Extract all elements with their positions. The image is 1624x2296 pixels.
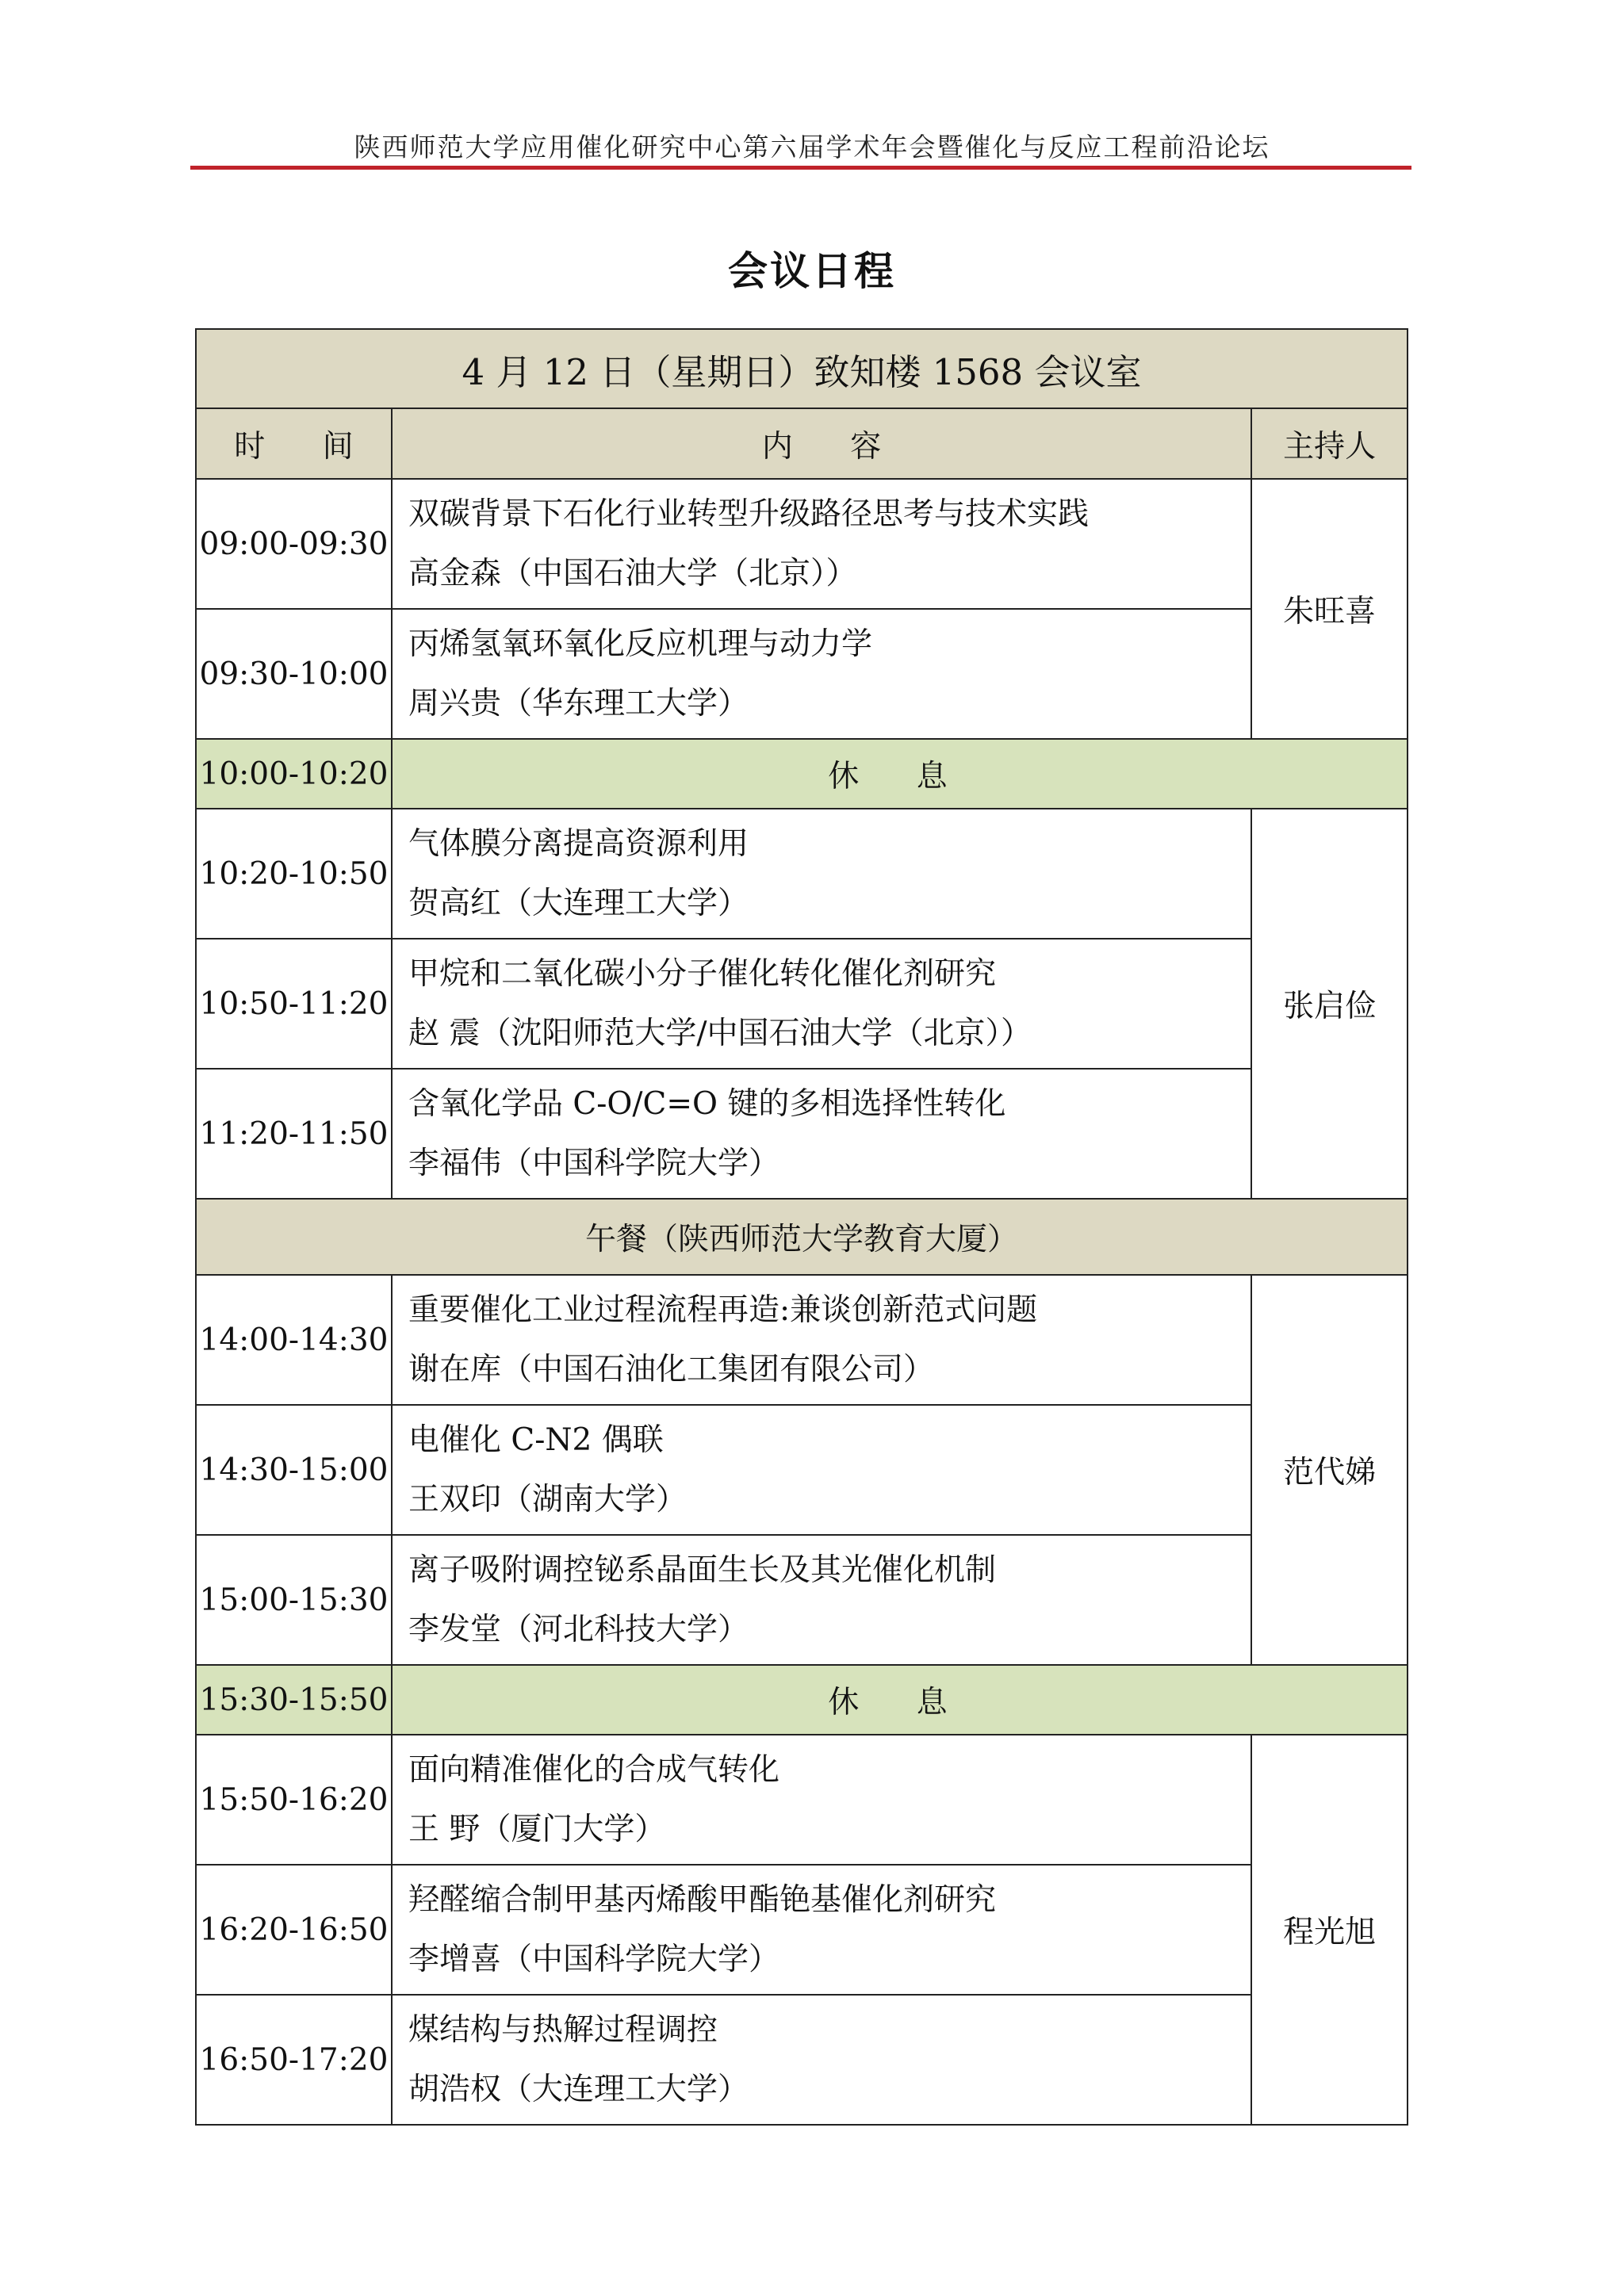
talk-title: 面向精准催化的合成气转化	[408, 1752, 779, 1788]
talk-content	[392, 479, 1251, 609]
talk-content	[392, 1535, 1251, 1665]
talk-speaker: 贺高红（大连理工大学）	[408, 886, 749, 921]
talk-speaker: 高金森（中国石油大学（北京））	[408, 556, 857, 591]
table-row	[196, 1735, 1408, 1865]
talk-time: 16:50-17:20	[196, 1995, 392, 2125]
header-divider	[190, 166, 1411, 170]
session-host: 程光旭	[1251, 1735, 1408, 2125]
table-row	[196, 809, 1408, 939]
talk-title: 甲烷和二氧化碳小分子催化转化催化剂研究	[408, 956, 996, 992]
talk-speaker: 李福伟（中国科学院大学）	[408, 1146, 779, 1181]
column-header-host: 主持人	[1251, 408, 1408, 479]
talk-speaker: 王 野（厦门大学）	[408, 1812, 666, 1847]
talk-title: 双碳背景下石化行业转型升级路径思考与技术实践	[408, 496, 1089, 532]
break-label: 休 息	[392, 1665, 1408, 1735]
table-row	[196, 1275, 1408, 1405]
column-header-time: 时 间	[196, 408, 392, 479]
talk-speaker: 周兴贵（华东理工大学）	[408, 686, 749, 721]
column-header-content: 内 容	[392, 408, 1251, 479]
table-row	[196, 939, 1408, 1069]
break-row	[196, 739, 1408, 809]
talk-title: 丙烯氢氧环氧化反应机理与动力学	[408, 626, 872, 662]
talk-content	[392, 1405, 1251, 1535]
talk-content	[392, 1275, 1251, 1405]
column-header-row	[196, 408, 1408, 479]
table-row	[196, 1995, 1408, 2125]
lunch-label: 午餐（陕西师范大学教育大厦）	[196, 1199, 1408, 1275]
talk-content	[392, 609, 1251, 739]
talk-content	[392, 1069, 1251, 1199]
talk-content	[392, 1865, 1251, 1995]
talk-time: 14:00-14:30	[196, 1275, 392, 1405]
talk-title: 离子吸附调控铋系晶面生长及其光催化机制	[408, 1552, 996, 1588]
talk-speaker: 胡浩权（大连理工大学）	[408, 2072, 749, 2107]
talk-speaker: 李增喜（中国科学院大学）	[408, 1942, 779, 1977]
talk-time: 09:30-10:00	[196, 609, 392, 739]
break-time: 10:00-10:20	[196, 739, 392, 809]
talk-speaker: 赵 震（沈阳师范大学/中国石油大学（北京））	[408, 1016, 1032, 1051]
talk-content	[392, 939, 1251, 1069]
talk-title: 含氧化学品 C-O/C=O 键的多相选择性转化	[408, 1086, 1006, 1122]
break-time: 15:30-15:50	[196, 1665, 392, 1735]
talk-time: 15:00-15:30	[196, 1535, 392, 1665]
talk-speaker: 谢在库（中国石油化工集团有限公司）	[408, 1352, 934, 1387]
talk-speaker: 李发堂（河北科技大学）	[408, 1612, 749, 1647]
talk-title: 煤结构与热解过程调控	[408, 2012, 718, 2048]
talk-title: 电催化 C-N2 偶联	[408, 1422, 664, 1458]
day-title-row	[196, 329, 1408, 408]
talk-time: 09:00-09:30	[196, 479, 392, 609]
talk-time: 10:20-10:50	[196, 809, 392, 939]
talk-time: 14:30-15:00	[196, 1405, 392, 1535]
table-row	[196, 1069, 1408, 1199]
break-row	[196, 1665, 1408, 1735]
talk-title: 重要催化工业过程流程再造:兼谈创新范式问题	[408, 1292, 1038, 1328]
talk-content	[392, 1735, 1251, 1865]
session-host: 朱旺喜	[1251, 479, 1408, 739]
break-label: 休 息	[392, 739, 1408, 809]
session-host: 张启俭	[1251, 809, 1408, 1199]
session-host: 范代娣	[1251, 1275, 1408, 1665]
talk-time: 16:20-16:50	[196, 1865, 392, 1995]
talk-title: 气体膜分离提高资源利用	[408, 826, 749, 862]
talk-time: 10:50-11:20	[196, 939, 392, 1069]
table-row	[196, 1405, 1408, 1535]
talk-content	[392, 809, 1251, 939]
table-row	[196, 609, 1408, 739]
table-row	[196, 1535, 1408, 1665]
schedule-table	[195, 328, 1408, 2126]
table-row	[196, 1865, 1408, 1995]
talk-time: 15:50-16:20	[196, 1735, 392, 1865]
talk-content	[392, 1995, 1251, 2125]
table-row	[196, 479, 1408, 609]
day-title: 4 月 12 日（星期日）致知楼 1568 会议室	[196, 329, 1408, 408]
talk-speaker: 王双印（湖南大学）	[408, 1482, 687, 1517]
talk-time: 11:20-11:50	[196, 1069, 392, 1199]
running-header: 陕西师范大学应用催化研究中心第六届学术年会暨催化与反应工程前沿论坛	[354, 132, 1270, 163]
page-title: 会议日程	[728, 248, 896, 294]
lunch-row	[196, 1199, 1408, 1275]
talk-title: 羟醛缩合制甲基丙烯酸甲酯铯基催化剂研究	[408, 1882, 996, 1918]
